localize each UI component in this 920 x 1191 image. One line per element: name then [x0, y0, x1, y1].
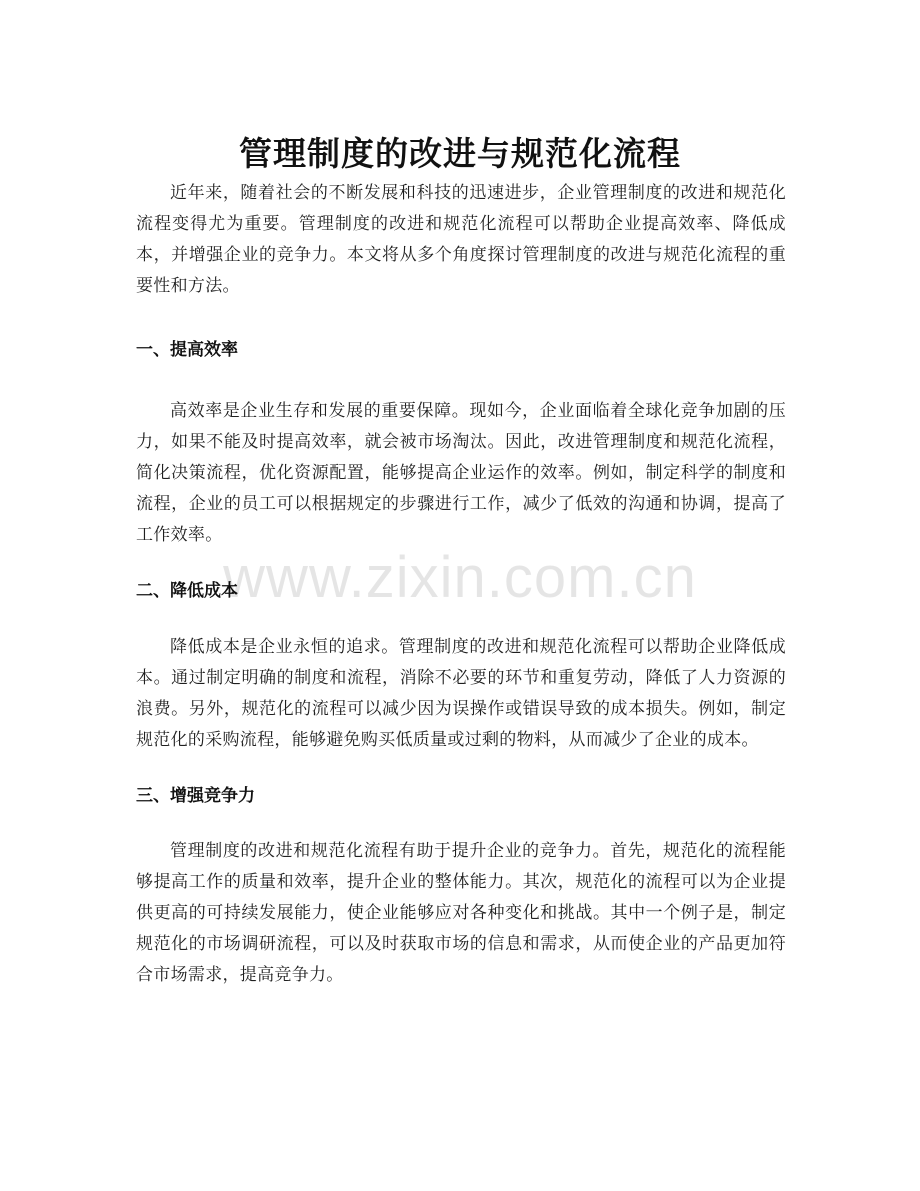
- section-paragraph-efficiency: 高效率是企业生存和发展的重要保障。现如今，企业面临着全球化竞争加剧的压力，如果不能及时提高效率，就会被市场淘汰。因此，改进管理制度和规范化流程，简化决策流程，优化资源配置，能够提高企业运作的效率。例如，制定科学的制度和流程，企业的员工可以根据规定的步骤进行工作，减少了低效的沟通和协调，提高了工作效率。: [136, 401, 786, 545]
- section-heading-competitiveness: 三、增强竞争力: [136, 786, 255, 806]
- watermark: www.zixin.com.cn: [223, 545, 697, 610]
- section-paragraph-cost: 降低成本是企业永恒的追求。管理制度的改进和规范化流程可以帮助企业降低成本。通过制定明确的制度和流程，消除不必要的环节和重复劳动，降低了人力资源的浪费。另外，规范化的流程可以减少因为误操作或错误导致的成本损失。例如，制定规范化的采购流程，能够避免购买低质量或过剩的物料，从而减少了企业的成本。: [136, 637, 786, 750]
- section-paragraph-competitiveness: 管理制度的改进和规范化流程有助于提升企业的竞争力。首先，规范化的流程能够提高工作的质量和效率，提升企业的整体能力。其次，规范化的流程可以为企业提供更高的可持续发展能力，使企业能够应对各种变化和挑战。其中一个例子是，制定规范化的市场调研流程，可以及时获取市场的信息和需求，从而使企业的产品更加符合市场需求，提高竞争力。: [136, 841, 786, 985]
- document-body: [136, 178, 786, 991]
- section-heading-efficiency: 一、提高效率: [136, 340, 238, 360]
- document-title: 管理制度的改进与规范化流程: [239, 134, 681, 174]
- intro-paragraph: 近年来，随着社会的不断发展和科技的迅速进步，企业管理制度的改进和规范化流程变得尤为重要。管理制度的改进和规范化流程可以帮助企业提高效率、降低成本，并增强企业的竞争力。本文将从多个角度探讨管理制度的改进与规范化流程的重要性和方法。: [136, 183, 786, 296]
- section-heading-cost: 二、降低成本: [136, 581, 238, 601]
